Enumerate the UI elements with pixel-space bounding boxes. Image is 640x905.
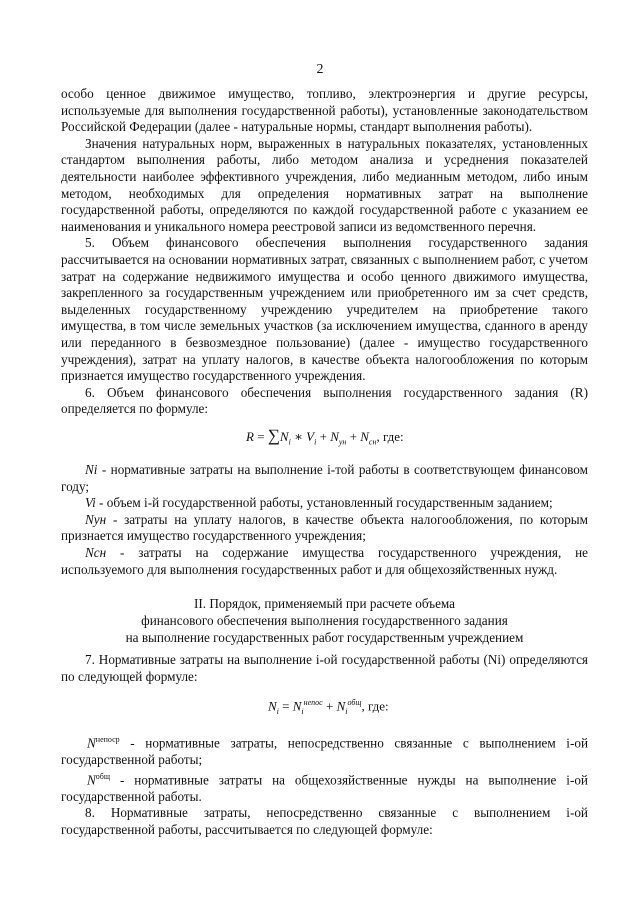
section-heading [61, 595, 588, 646]
page-number: 2 [316, 62, 324, 77]
formula-Ni: $N_i = N_i^{непос} + N_i^{общ}$, где: [268, 698, 389, 716]
paragraph-continuation: особо ценное движимое имущество, топливо, электроэнергия и другие ресурсы, используемые для выполнения государственной работы), установленные законодательством Российской Федерации (далее - натуральные нормы, стандарт выполнения работы). [61, 86, 588, 135]
definition-Nsn: Nсн - затраты на содержание имущества государственного учреждения, не используемого для выполнения государственных работ и для общехозяйственных нужд. [61, 544, 588, 577]
definition-Vi: Vi - объем i-й государственной работы, установленный государственным заданием; [85, 495, 553, 511]
definitions-block-1 [61, 462, 588, 578]
heading-line-3: на выполнение государственных работ государственным учреждением [125, 630, 524, 645]
formula-R: $R = \sum N_i$ ∗ $V_i + N_{ун} + N_{сн}$, где: [246, 426, 404, 447]
paragraph-6: 6. Объем финансового обеспечения выполнения государственного задания (R) определяется по формуле: [61, 384, 588, 417]
paragraph-8: 8. Нормативные затраты, непосредственно связанные с выполнением i-ой государственной работы, рассчитывается по следующей формуле: [61, 805, 588, 837]
paragraph-natural-norms: Значения натуральных норм, выраженных в натуральных показателях, установленных стандартом выполнения работы, либо методом анализа и усреднения показателей деятельности наиболее эффективного учреждения, либо медианным методом, либо иным методом, необходимых для определения нормативных затрат на выполнение государственной работы, определяются по каждой государственной работе с указанием ее наименования и уникального номера реестровой записи из ведомственного перечня. [61, 135, 588, 234]
definition-Nun: Nун - затраты на уплату налогов, в качестве объекта налогообложения, по которым признается имущество государственного учреждения; [61, 511, 588, 544]
definition-nepos: $N^{непоср}$ - нормативные затраты, непосредственно связанные с выполнением i-ой государственной работы; [61, 735, 589, 767]
definition-Ni: Ni - нормативные затраты на выполнение i-той работы в соответствующем финансовом году; [61, 462, 588, 494]
paragraph-5: 5. Объем финансового обеспечения выполнения государственного задания рассчитывается на основании нормативных затрат, связанных с выполнением работ, с учетом затрат на содержание недвижимого имущества и особо ценного движимого имущества, закрепленного за государственным учреждением или приобретенного им за счет средств, выделенных государственному учреждению учредителем на приобретение такого имущества, в том числе земельных участков (за исключением имущества, сданного в аренду или переданного в безвозмездное пользование) (далее - имущество государственного учреждения), затрат на уплату налогов, в качестве объекта налогообложения по которым признается имущество государственного учреждения. [61, 235, 588, 384]
text-block-p7 [61, 652, 588, 685]
heading-line-2: финансового обеспечения выполнения государственного задания [141, 613, 508, 628]
text-block-top [61, 86, 588, 418]
definitions-block-2 [61, 732, 588, 838]
definition-obsh: $N^{общ}$ - нормативные затраты на общехозяйственные нужды на выполнение i-ой государственной работы. [61, 771, 588, 804]
heading-line-1: II. Порядок, применяемый при расчете объема [193, 596, 456, 611]
paragraph-7: 7. Нормативные затраты на выполнение i-ой государственной работы (Ni) определяются по следующей формуле: [61, 652, 588, 684]
